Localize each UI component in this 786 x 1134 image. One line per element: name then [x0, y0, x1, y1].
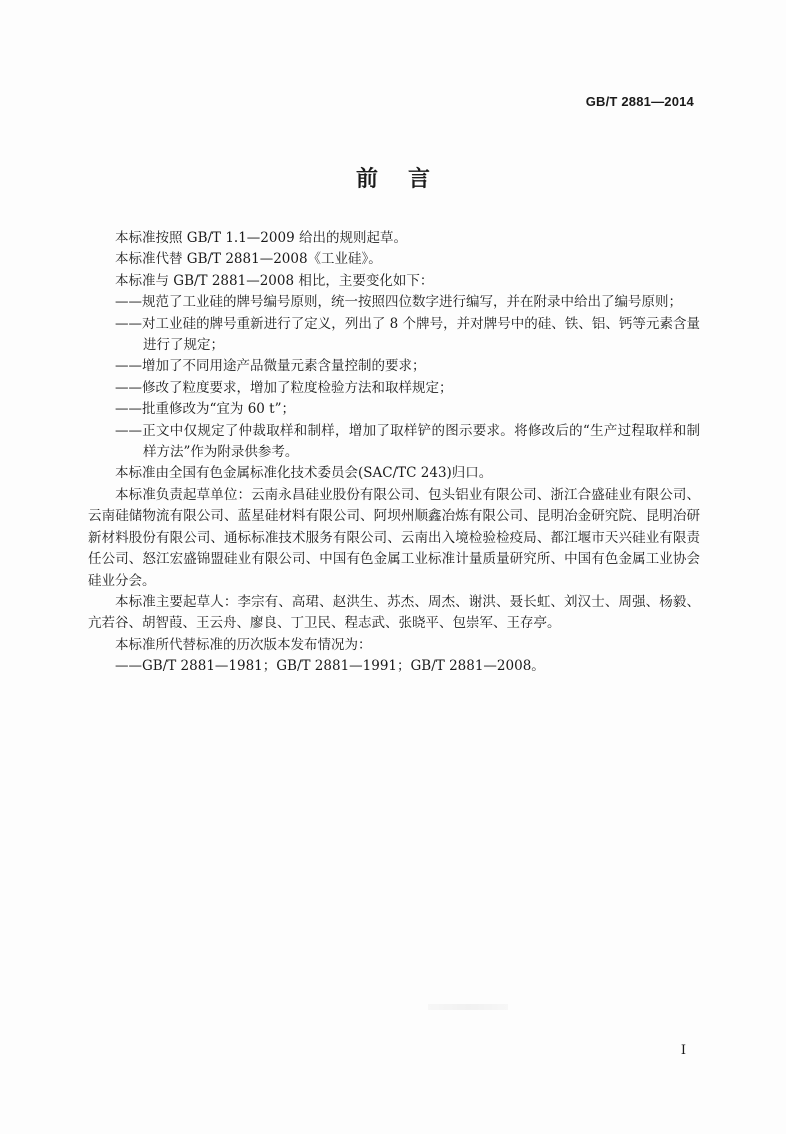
list-item: ——正文中仅规定了仲裁取样和制样，增加了取样铲的图示要求。将修改后的“生产过程取样和制样方法”作为附录供参考。: [115, 422, 700, 461]
paragraph-history-intro: 本标准所代替标准的历次版本发布情况为：: [115, 636, 372, 653]
list-item: ——修改了粒度要求，增加了粒度检验方法和取样规定；: [115, 379, 453, 396]
list-item: ——规范了工业硅的牌号编号原则，统一按照四位数字进行编写，并在附录中给出了编号原则；: [115, 294, 682, 311]
foreword-body: [88, 228, 700, 678]
page-title: 前言: [355, 166, 460, 192]
paragraph-replaces: 本标准代替 GB/T 2881—2008《工业硅》。: [115, 251, 382, 268]
standard-number: GB/T 2881—2014: [585, 94, 694, 109]
list-item: ——对工业硅的牌号重新进行了定义，列出了 8 个牌号，并对牌号中的硅、铁、铝、钙等元素含量进行了规定；: [115, 315, 700, 354]
list-item-history: ——GB/T 2881—1981；GB/T 2881—1991；GB/T 2881—2008。: [115, 658, 545, 675]
page-number: I: [680, 1043, 686, 1058]
list-item: ——批重修改为“宜为 60 t”；: [115, 401, 295, 418]
scan-artifact: [428, 1004, 508, 1010]
paragraph-drafting-rules: 本标准按照 GB/T 1.1—2009 给出的规则起草。: [115, 230, 407, 246]
paragraph-drafters: 本标准主要起草人：李宗有、高珺、赵洪生、苏杰、周杰、谢洪、聂长虹、刘汉士、周强、杨毅、亢若谷、胡智葭、王云舟、廖良、丁卫民、程志武、张晓平、包崇军、王存亭。: [88, 593, 700, 632]
paragraph-drafting-units: 本标准负责起草单位：云南永昌硅业股份有限公司、包头铝业有限公司、浙江合盛硅业有限公司、云南硅储物流有限公司、蓝星硅材料有限公司、阿坝州顺鑫冶炼有限公司、昆明冶金研究院、昆明冶研新材料股份有限公司、通标标准技术服务有限公司、云南出入境检验检疫局、都江堰市天兴硅业有限责任公司、怒江宏盛锦盟硅业有限公司、中国有色金属工业标准计量质量研究所、中国有色金属工业协会硅业分会。: [88, 486, 700, 589]
list-item: ——增加了不同用途产品微量元素含量控制的要求；: [115, 358, 426, 375]
paragraph-committee: 本标准由全国有色金属标准化技术委员会(SAC/TC 243)归口。: [115, 465, 493, 482]
paragraph-changes-intro: 本标准与 GB/T 2881—2008 相比，主要变化如下：: [115, 272, 434, 289]
